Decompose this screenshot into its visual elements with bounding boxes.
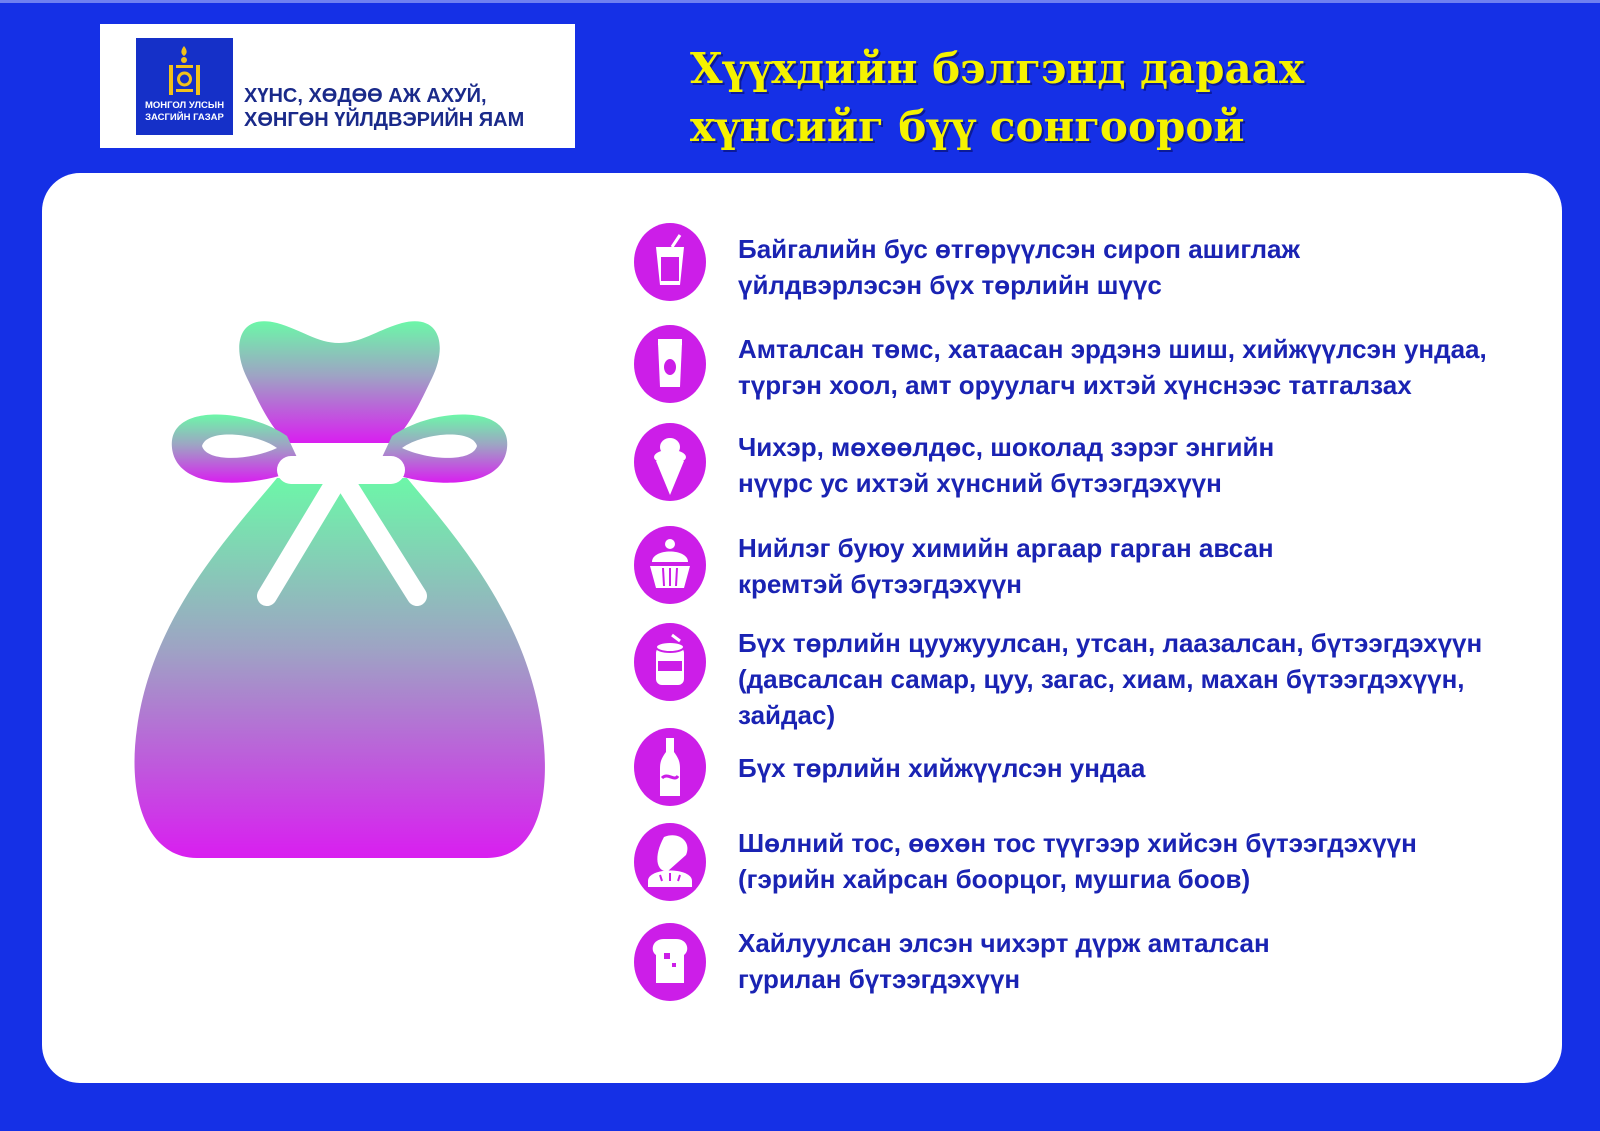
ministry-name: ХҮНС, ХӨДӨӨ АЖ АХУЙ, ХӨНГӨН ҮЙЛДВЭРИЙН ЯАМ — [244, 85, 525, 131]
page-title: Хүүхдийн бэлгэнд дараах хүнсийг бүү сонгоорой — [690, 44, 1305, 151]
cupcake-icon — [634, 526, 706, 604]
soda-bottle-icon — [634, 728, 706, 806]
emblem-caption: МОНГОЛ УЛСЫН ЗАСГИЙН ГАЗАР — [144, 100, 225, 123]
ice-cream-icon — [634, 423, 706, 501]
bread-icon — [634, 823, 706, 901]
juice-glass-icon — [634, 223, 706, 301]
item-text: Байгалийн бус өтгөрүүлсэн сироп ашиглаж үйлдвэрлэсэн бүх төрлийн шүүс — [738, 234, 1300, 300]
item-text: Амталсан төмс, хатаасан эрдэнэ шиш, хийжүүлсэн ундаа, түргэн хоол, амт оруулагч ихтэй хүнснээс татгалзах — [738, 334, 1487, 400]
chips-bag-icon — [634, 325, 706, 403]
soyombo-emblem — [136, 38, 233, 135]
item-text: Бүх төрлийн цуужуулсан, утсан, лаазалсан, бүтээгдэхүүн (давсалсан самар, цуу, загас, хиам, махан бүтээгдэхүүн, зайдас) — [738, 628, 1483, 730]
item-text: Бүх төрлийн хийжүүлсэн ундаа — [738, 753, 1146, 783]
top-border — [0, 0, 1600, 3]
canned-food-icon — [634, 623, 706, 701]
item-text: Хайлуулсан элсэн чихэрт дүрж амталсан гурилан бүтээгдэхүүн — [738, 928, 1270, 994]
item-text: Нийлэг буюу химийн аргаар гарган авсан кремтэй бүтээгдэхүүн — [738, 533, 1274, 599]
gift-bag-icon — [127, 318, 557, 868]
soyombo-icon — [166, 44, 203, 96]
item-text: Чихэр, мөхөөлдөс, шоколад зэрэг энгийн нүүрс ус ихтэй хүнсний бүтээгдэхүүн — [738, 432, 1275, 498]
ministry-logo-box — [100, 24, 575, 148]
toast-slice-icon — [634, 923, 706, 1001]
item-text: Шөлний тос, өөхөн тос түүгээр хийсэн бүтээгдэхүүн (гэрийн хайрсан боорцог, мушгиа боов) — [738, 828, 1417, 894]
content-card — [42, 173, 1562, 1083]
